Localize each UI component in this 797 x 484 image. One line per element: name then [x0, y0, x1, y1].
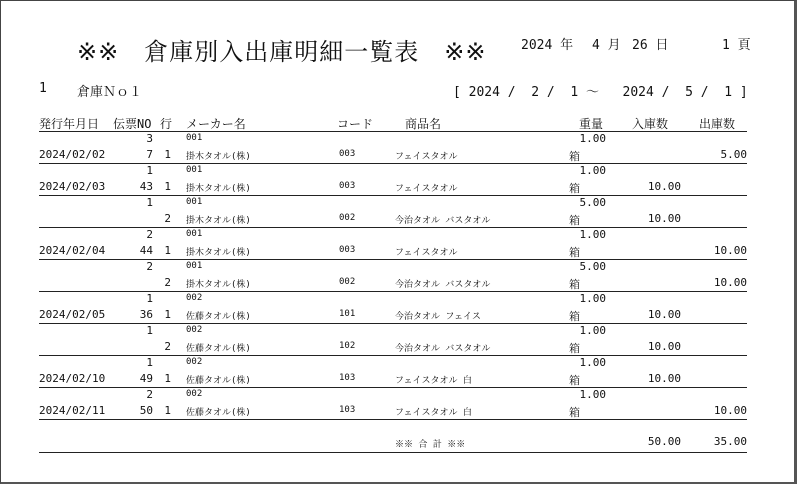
- col-in: 入庫数: [632, 117, 669, 131]
- cell-slip: 44: [139, 244, 153, 257]
- cell-line: 2: [164, 276, 171, 289]
- col-maker: メーカー名: [186, 117, 246, 131]
- cell-code: 002: [339, 277, 356, 287]
- print-month: 4 月: [592, 38, 621, 53]
- cell-weight: 1.00: [579, 292, 606, 305]
- cell-slip: 36: [139, 308, 153, 321]
- cell-maker-code: 002: [186, 389, 203, 399]
- cell-slip: 49: [139, 372, 153, 385]
- cell-product: 今治タオル フェイス: [395, 312, 481, 322]
- cell-qty: 3: [146, 132, 153, 145]
- cell-maker: 掛木タオル(株): [186, 216, 251, 226]
- cell-maker: 佐藤タオル(株): [186, 312, 251, 322]
- row-rule: [39, 419, 747, 420]
- cell-maker-code: 001: [186, 261, 203, 271]
- cell-maker-code: 002: [186, 325, 203, 335]
- cell-weight: 1.00: [579, 132, 606, 145]
- cell-product: フェイスタオル: [395, 184, 458, 194]
- cell-code: 101: [339, 309, 356, 319]
- cell-unit: 箱: [569, 406, 580, 419]
- cell-maker: 佐藤タオル(株): [186, 344, 251, 354]
- cell-line: 1: [164, 308, 171, 321]
- cell-code: 002: [339, 213, 356, 223]
- cell-code: 102: [339, 341, 356, 351]
- cell-out: 10.00: [713, 244, 747, 257]
- cell-out: 5.00: [720, 148, 747, 161]
- cell-qty: 2: [146, 260, 153, 273]
- cell-unit: 箱: [569, 182, 580, 195]
- col-out: 出庫数: [699, 117, 736, 131]
- cell-unit: 箱: [569, 374, 580, 387]
- col-line: 行: [160, 117, 173, 131]
- cell-out: 10.00: [713, 404, 747, 417]
- cell-in: 10.00: [647, 308, 681, 321]
- col-product: 商品名: [405, 117, 442, 131]
- cell-maker: 掛木タオル(株): [186, 248, 251, 258]
- cell-slip: 7: [146, 148, 153, 161]
- cell-in: 10.00: [647, 372, 681, 385]
- cell-maker-code: 001: [186, 165, 203, 175]
- cell-code: 003: [339, 181, 356, 191]
- cell-unit: 箱: [569, 246, 580, 259]
- col-date: 発行年月日: [39, 117, 100, 131]
- cell-out: 10.00: [713, 276, 747, 289]
- cell-product: フェイスタオル: [395, 248, 458, 258]
- cell-line: 1: [164, 404, 171, 417]
- cell-product: 今治タオル バスタオル: [395, 280, 491, 290]
- cell-weight: 5.00: [579, 260, 606, 273]
- cell-line: 2: [164, 212, 171, 225]
- cell-maker: 掛木タオル(株): [186, 152, 251, 162]
- cell-line: 1: [164, 372, 171, 385]
- warehouse-name: 倉庫Ｎｏ１: [77, 85, 143, 100]
- cell-weight: 1.00: [579, 356, 606, 369]
- cell-slip: 50: [139, 404, 153, 417]
- cell-maker: 掛木タオル(株): [186, 280, 251, 290]
- cell-maker-code: 002: [186, 357, 203, 367]
- cell-qty: 2: [146, 228, 153, 241]
- cell-date: 2024/02/10: [39, 372, 106, 385]
- cell-product: フェイスタオル 白: [395, 408, 472, 418]
- cell-date: 2024/02/03: [39, 180, 106, 193]
- print-day: 26 日: [632, 38, 669, 53]
- cell-code: 103: [339, 373, 356, 383]
- print-year: 2024 年: [521, 38, 574, 53]
- cell-unit: 箱: [569, 342, 580, 355]
- cell-maker: 佐藤タオル(株): [186, 408, 251, 418]
- col-slip: 伝票NO: [113, 117, 152, 131]
- cell-slip: 43: [139, 180, 153, 193]
- cell-product: フェイスタオル: [395, 152, 458, 162]
- cell-code: 003: [339, 149, 356, 159]
- page-number: 1 頁: [722, 38, 751, 53]
- cell-line: 1: [164, 148, 171, 161]
- col-code: コード: [337, 117, 374, 131]
- warehouse-code: 1: [39, 81, 47, 96]
- cell-weight: 1.00: [579, 164, 606, 177]
- date-range: [ 2024 / 2 / 1 ～ 2024 / 5 / 1 ]: [453, 85, 748, 100]
- total-in: 50.00: [647, 435, 681, 448]
- cell-maker: 掛木タオル(株): [186, 184, 251, 194]
- total-out: 35.00: [713, 435, 747, 448]
- cell-maker: 佐藤タオル(株): [186, 376, 251, 386]
- cell-line: 1: [164, 244, 171, 257]
- cell-code: 003: [339, 245, 356, 255]
- cell-in: 10.00: [647, 212, 681, 225]
- cell-weight: 1.00: [579, 324, 606, 337]
- cell-product: 今治タオル バスタオル: [395, 344, 491, 354]
- cell-qty: 1: [146, 356, 153, 369]
- cell-qty: 2: [146, 388, 153, 401]
- cell-code: 103: [339, 405, 356, 415]
- cell-weight: 1.00: [579, 228, 606, 241]
- cell-weight: 5.00: [579, 196, 606, 209]
- cell-unit: 箱: [569, 278, 580, 291]
- cell-in: 10.00: [647, 340, 681, 353]
- cell-date: 2024/02/02: [39, 148, 106, 161]
- cell-qty: 1: [146, 292, 153, 305]
- cell-date: 2024/02/04: [39, 244, 106, 257]
- cell-product: 今治タオル バスタオル: [395, 216, 491, 226]
- cell-date: 2024/02/11: [39, 404, 106, 417]
- cell-maker-code: 002: [186, 293, 203, 303]
- cell-qty: 1: [146, 164, 153, 177]
- total-rule: [39, 452, 747, 453]
- col-weight: 重量: [579, 117, 604, 131]
- cell-product: フェイスタオル 白: [395, 376, 472, 386]
- cell-maker-code: 001: [186, 229, 203, 239]
- cell-qty: 1: [146, 324, 153, 337]
- cell-unit: 箱: [569, 310, 580, 323]
- cell-qty: 1: [146, 196, 153, 209]
- report-title: ※※ 倉庫別入出庫明細一覧表 ※※: [77, 38, 487, 66]
- total-label: ※※ 合 計 ※※: [395, 440, 466, 450]
- cell-line: 2: [164, 340, 171, 353]
- cell-in: 10.00: [647, 180, 681, 193]
- cell-date: 2024/02/05: [39, 308, 106, 321]
- cell-maker-code: 001: [186, 133, 203, 143]
- cell-unit: 箱: [569, 214, 580, 227]
- cell-line: 1: [164, 180, 171, 193]
- cell-maker-code: 001: [186, 197, 203, 207]
- cell-weight: 1.00: [579, 388, 606, 401]
- cell-unit: 箱: [569, 150, 580, 163]
